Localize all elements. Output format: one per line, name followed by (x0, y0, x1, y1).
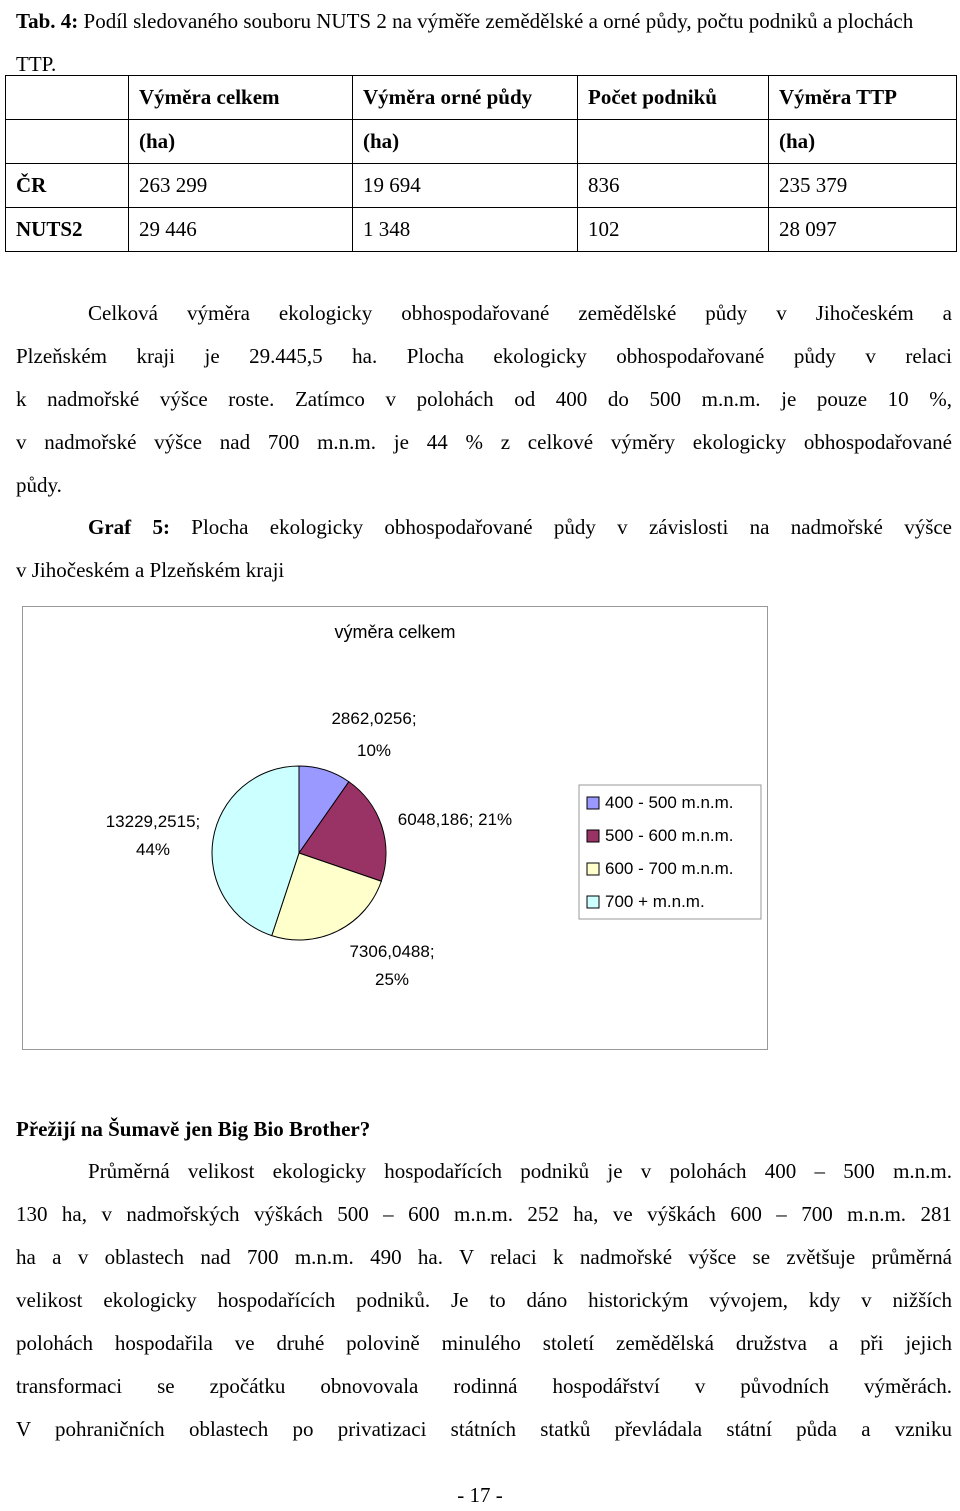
table-header-cell: Výměra celkem (129, 76, 353, 120)
legend-swatch (587, 830, 599, 842)
table-cell: 102 (578, 208, 769, 252)
legend-label: 500 - 600 m.n.m. (605, 826, 734, 845)
data-label: 10% (356, 741, 392, 760)
chart-title: výměra celkem (334, 622, 456, 642)
data-label: 6048,186; 21% (397, 810, 513, 829)
paragraph-line: Celková výměra ekologicky obhospodařované zemědělské půdy v Jihočeském a (88, 301, 952, 325)
table-header-cell: Výměra TTP (769, 76, 957, 120)
paragraph-line: transformaci se zpočátku obnovovala rodinná hospodářství v původních výměrách. (16, 1374, 952, 1398)
table-header-cell: (ha) (353, 120, 578, 164)
table-row-label: NUTS2 (6, 208, 129, 252)
legend-label: 600 - 700 m.n.m. (605, 859, 734, 878)
paragraph-line: k nadmořské výšce roste. Zatímco v polohách od 400 do 500 m.n.m. je pouze 10 %, (16, 387, 952, 411)
paragraph-line: v nadmořské výšce nad 700 m.n.m. je 44 % z celkové výměry ekologicky obhospodařované (16, 430, 952, 454)
pie-chart (23, 607, 767, 1049)
legend-swatch (587, 863, 599, 875)
table-row (6, 164, 957, 208)
paragraph-line: 130 ha, v nadmořských výškách 500 – 600 m.n.m. 252 ha, ve výškách 600 – 700 m.n.m. 281 (16, 1202, 952, 1226)
data-label: 25% (374, 970, 410, 989)
table-cell: 29 446 (129, 208, 353, 252)
paragraph-1 (16, 292, 952, 507)
table-header-cell: (ha) (129, 120, 353, 164)
legend-swatch (587, 797, 599, 809)
data-label: 7306,0488; (349, 942, 435, 961)
paragraph-line: Plzeňském kraji je 29.445,5 ha. Plocha ekologicky obhospodařované půdy v relaci (16, 344, 952, 368)
table-header-cell: (ha) (769, 120, 957, 164)
data-label: 2862,0256; (331, 709, 417, 728)
data-label: 13229,2515; (105, 812, 201, 831)
paragraph-line: polohách hospodařila ve druhé polovině minulého století zemědělská družstva a při jejich (16, 1331, 952, 1355)
chart-caption-line (16, 506, 952, 549)
table-header-row (6, 76, 957, 120)
paragraph-line: ha a v oblastech nad 700 m.n.m. 490 ha. V relaci k nadmořské výšce se zvětšuje průměrná (16, 1245, 952, 1269)
paragraph-line: půdy. (16, 473, 62, 497)
table-header-cell (6, 120, 129, 164)
table-caption-label: Tab. 4: (16, 9, 79, 33)
legend-swatch (587, 896, 599, 908)
table-header-cell (6, 76, 129, 120)
data-label: 44% (135, 840, 171, 859)
table-cell: 235 379 (769, 164, 957, 208)
table-cell: 836 (578, 164, 769, 208)
chart-caption-line: v Jihočeském a Plzeňském kraji (16, 558, 285, 582)
table-cell: 28 097 (769, 208, 957, 252)
table-row-label: ČR (6, 164, 129, 208)
pie-chart-frame (22, 606, 768, 1050)
page-number: - 17 - (457, 1483, 503, 1507)
chart-caption (16, 506, 952, 592)
table-caption-text: Podíl sledovaného souboru NUTS 2 na výměře zemědělské a orné půdy, počtu podniků a plochách TTP. (16, 9, 914, 76)
table-cell: 263 299 (129, 164, 353, 208)
table-header-cell: Počet podniků (578, 76, 769, 120)
legend-label: 700 + m.n.m. (605, 892, 705, 911)
section-heading: Přežijí na Šumavě jen Big Bio Brother? (16, 1117, 371, 1141)
table-header-cell: Výměra orné půdy (353, 76, 578, 120)
paragraph-2 (16, 1150, 952, 1451)
table-caption (16, 0, 952, 86)
paragraph-line: V pohraničních oblastech po privatizaci státních statků převládala státní půda a vzniku (16, 1417, 952, 1441)
paragraph-line: velikost ekologicky hospodařících podniků. Je to dáno historickým vývojem, kdy v nižších (16, 1288, 952, 1312)
table-row (6, 208, 957, 252)
table-cell: 1 348 (353, 208, 578, 252)
chart-caption-label: Graf 5: (88, 515, 170, 539)
table-header-row (6, 120, 957, 164)
table-cell: 19 694 (353, 164, 578, 208)
chart-caption-text: Plocha ekologicky obhospodařované půdy v závislosti na nadmořské výšce (191, 515, 953, 539)
legend-label: 400 - 500 m.n.m. (605, 793, 734, 812)
paragraph-line: Průměrná velikost ekologicky hospodařících podniků je v polohách 400 – 500 m.n.m. (88, 1159, 952, 1183)
table-header-cell (578, 120, 769, 164)
data-table (5, 75, 957, 252)
